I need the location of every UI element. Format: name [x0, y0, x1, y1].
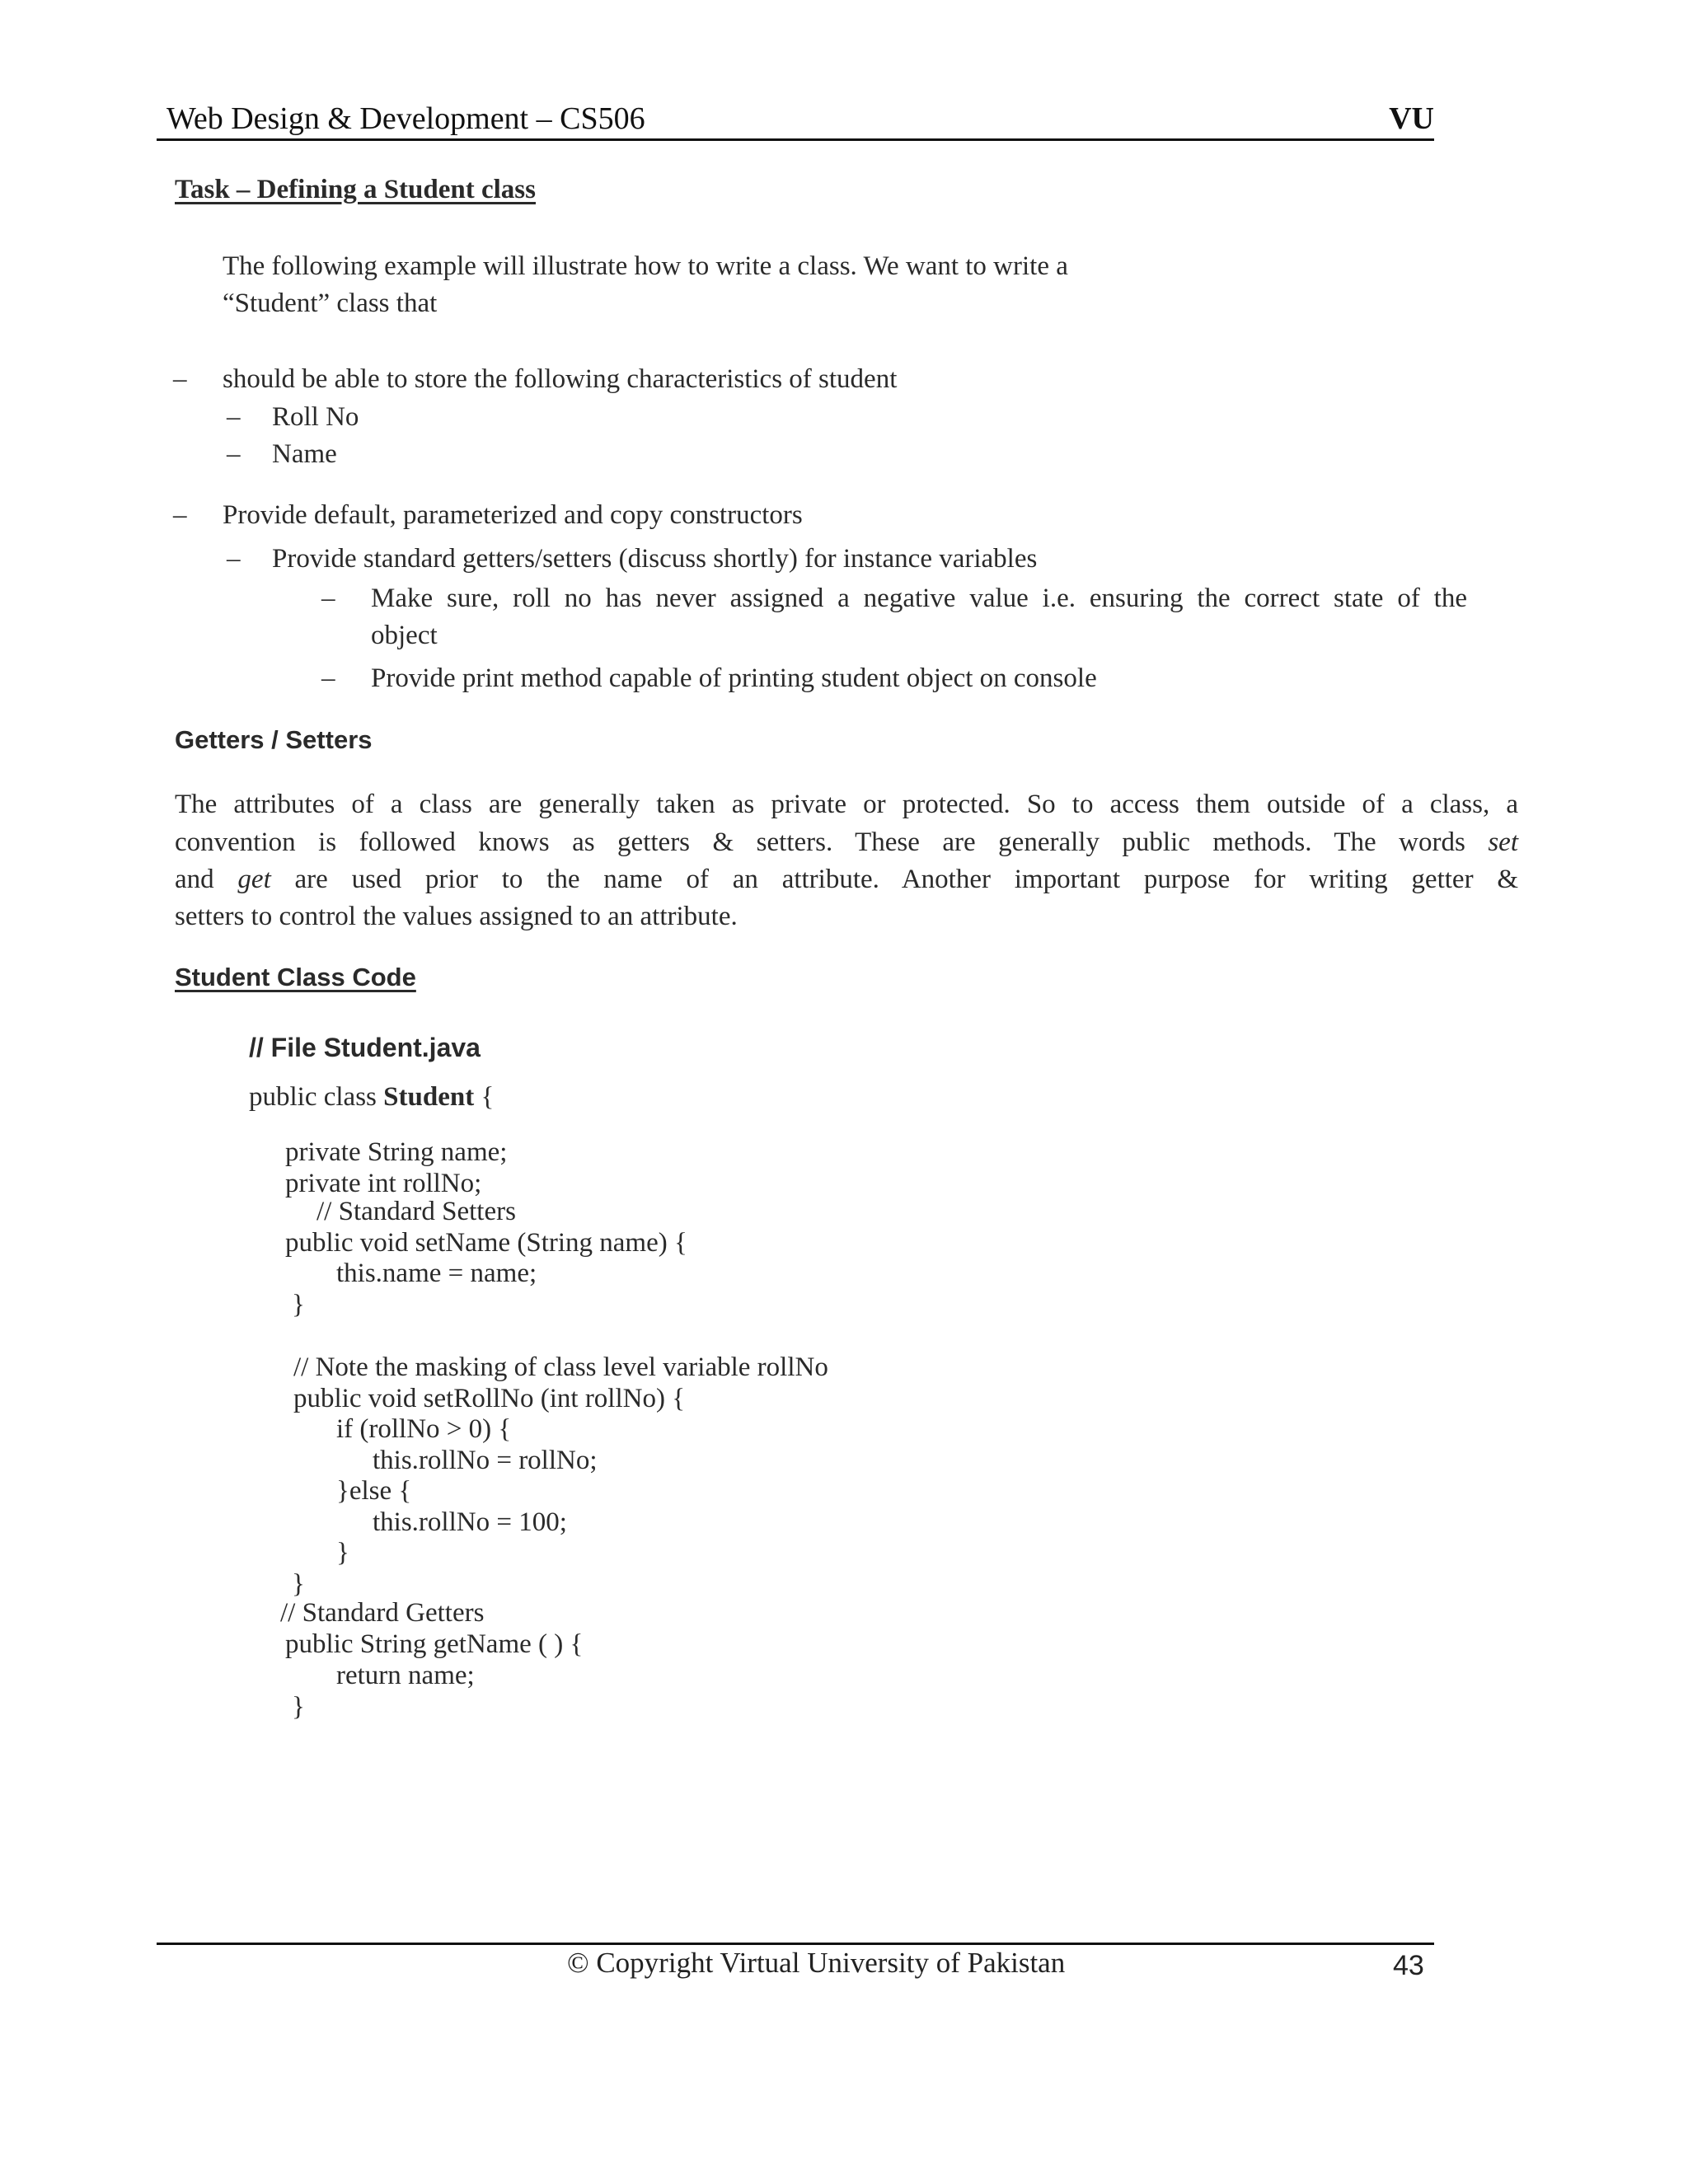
- getters-setters-para-line4: setters to control the values assigned to an attribute.: [175, 902, 738, 931]
- footer-copyright: © Copyright Virtual University of Pakistan: [567, 1947, 1066, 1979]
- page-number: 43: [1393, 1950, 1424, 1981]
- bullet-roll-no: Roll No: [272, 402, 359, 432]
- code-line: this.name = name;: [336, 1258, 537, 1288]
- bullet-roll-no-negative-line1: Make sure, roll no has never assigned a negative value i.e. ensuring the correct state of the: [371, 583, 1467, 613]
- code-line: this.rollNo = rollNo;: [373, 1446, 598, 1475]
- getters-setters-heading: Getters / Setters: [175, 725, 373, 754]
- code-line: }: [292, 1692, 305, 1722]
- bullet-dash: –: [227, 402, 241, 432]
- page-header: [157, 97, 1434, 141]
- code-line: public void setRollNo (int rollNo) {: [293, 1384, 686, 1413]
- code-line: private int rollNo;: [285, 1169, 482, 1198]
- code-file-comment: // File Student.java: [249, 1033, 481, 1062]
- code-line: // Note the masking of class level variable rollNo: [293, 1352, 828, 1382]
- bullet-dash: –: [321, 663, 335, 693]
- code-line: }: [336, 1538, 349, 1568]
- code-line: }: [292, 1290, 305, 1319]
- bullet-constructors: Provide default, parameterized and copy constructors: [223, 500, 803, 530]
- bullet-dash: –: [227, 439, 241, 469]
- code-line: }else {: [336, 1476, 412, 1506]
- footer-rule: [157, 1943, 1434, 1945]
- code-line: public String getName ( ) {: [285, 1629, 584, 1659]
- bullet-print-method: Provide print method capable of printing student object on console: [371, 663, 1097, 693]
- code-line: private String name;: [285, 1137, 508, 1167]
- task-heading: Task – Defining a Student class: [175, 175, 536, 204]
- code-class-declaration: public class Student {: [249, 1082, 495, 1112]
- code-line: // Standard Getters: [280, 1598, 485, 1628]
- bullet-getters-setters: Provide standard getters/setters (discuss shortly) for instance variables: [272, 544, 1038, 574]
- getters-setters-para-line2: convention is followed knows as getters & setters. These are generally public methods. The words set: [175, 827, 1518, 857]
- bullet-dash: –: [173, 364, 187, 394]
- bullet-dash: –: [173, 500, 187, 530]
- code-line: }: [292, 1569, 305, 1599]
- getters-setters-para-line3: and get are used prior to the name of an attribute. Another important purpose for writing getter &: [175, 865, 1518, 894]
- bullet-roll-no-negative-line2: object: [371, 621, 438, 650]
- getters-setters-para-line1: The attributes of a class are generally taken as private or protected. So to access them outside of a class, a: [175, 790, 1518, 819]
- code-line: this.rollNo = 100;: [373, 1507, 567, 1537]
- code-line: public void setName (String name) {: [285, 1228, 687, 1258]
- code-line: // Standard Setters: [316, 1197, 516, 1226]
- code-line: return name;: [336, 1661, 475, 1690]
- task-intro-line1: The following example will illustrate how to write a class. We want to write a: [223, 251, 1068, 281]
- task-intro-line2: “Student” class that: [223, 288, 438, 318]
- bullet-name: Name: [272, 439, 337, 469]
- bullet-dash: –: [321, 583, 335, 613]
- header-brand: VU: [1389, 101, 1434, 136]
- header-title: Web Design & Development – CS506: [166, 101, 645, 136]
- bullet-dash: –: [227, 544, 241, 574]
- bullet-store-characteristics: should be able to store the following characteristics of student: [223, 364, 898, 394]
- student-code-heading: Student Class Code: [175, 963, 416, 991]
- code-line: if (rollNo > 0) {: [336, 1414, 512, 1444]
